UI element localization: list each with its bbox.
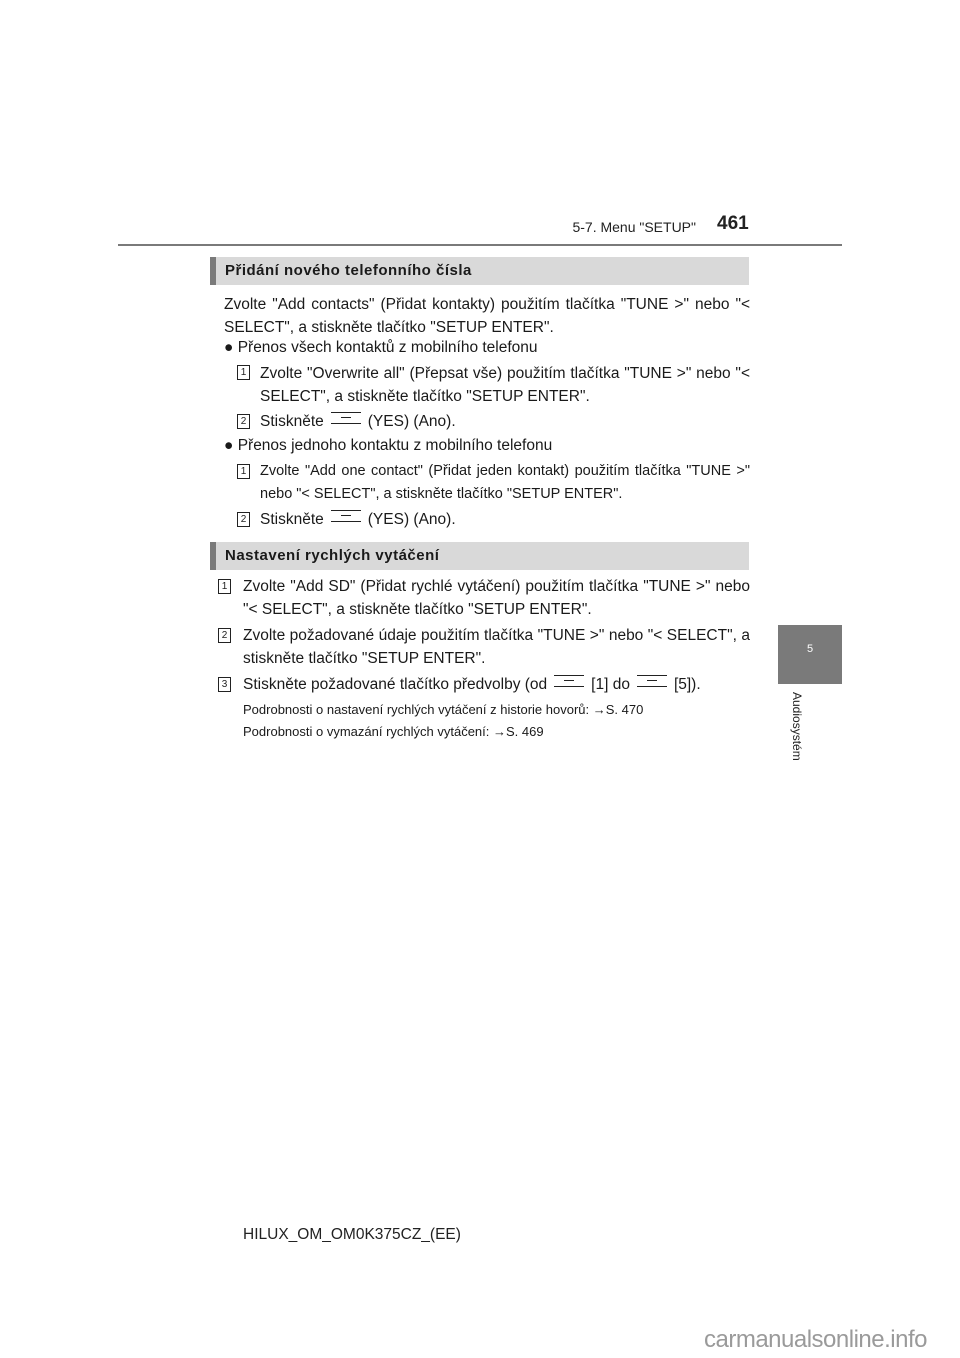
intro-paragraph: Zvolte "Add contacts" (Přidat kontakty) použitím tlačítka "TUNE >" nebo "< SELECT", a stiskněte tlačítko "SETUP ENTER".: [224, 296, 750, 336]
button-key-icon: [637, 675, 667, 687]
header-rule: [118, 244, 842, 246]
bullet-transfer-all: [224, 336, 750, 359]
step-text: Zvolte "Add one contact" (Přidat jeden kontakt) použitím tlačítka "TUNE >" nebo "< SELECT", a stiskněte tlačítko "SETUP ENTER".: [260, 463, 750, 502]
bullet-dot-icon: ●: [224, 339, 234, 356]
step-text: Stiskněte (YES) (Ano).: [260, 511, 456, 528]
chapter-tab: 5: [778, 625, 842, 684]
section-heading-add-number: Přidání nového telefonního čísla: [210, 257, 749, 285]
step-text: Zvolte "Overwrite all" (Přepsat vše) použitím tlačítka "TUNE >" nebo "< SELECT", a stiskněte tlačítko "SETUP ENTER".: [260, 365, 750, 405]
step-number-badge: 2: [237, 512, 250, 527]
step-number-badge: 1: [218, 579, 231, 594]
step-text: Zvolte "Add SD" (Přidat rychlé vytáčení) použitím tlačítka "TUNE >" nebo "< SELECT", a stiskněte tlačítko "SETUP ENTER".: [243, 578, 750, 618]
bullet-dot-icon: ●: [224, 437, 234, 454]
document-code: HILUX_OM_OM0K375CZ_(EE): [243, 1226, 461, 1243]
bullet-transfer-one: [224, 434, 750, 457]
step-number-badge: 2: [218, 628, 231, 643]
bullet-title: Přenos jednoho kontaktu z mobilního telefonu: [237, 437, 553, 454]
chapter-label: Audiosystém: [790, 692, 804, 761]
step-text: Zvolte požadované údaje použitím tlačítka "TUNE >" nebo "< SELECT", a stiskněte tlačítko "SETUP ENTER".: [243, 627, 750, 667]
section-heading-speed-dial: Nastavení rychlých vytáčení: [210, 542, 749, 570]
step-number-badge: 1: [237, 464, 250, 479]
section-label: 5-7. Menu "SETUP": [572, 219, 696, 235]
button-key-icon: [554, 675, 584, 687]
button-key-icon: [331, 510, 361, 522]
note-reference: Podrobnosti o nastavení rychlých vytáčení z historie hovorů: →S. 470: [243, 702, 644, 717]
page-number: 461: [717, 213, 749, 234]
step-number-badge: 2: [237, 414, 250, 429]
bullet-title: Přenos všech kontaktů z mobilního telefonu: [237, 339, 538, 356]
step-text: Stiskněte požadované tlačítko předvolby (od [1] do [5]).: [243, 676, 701, 693]
step-text: Stiskněte (YES) (Ano).: [260, 413, 456, 430]
button-key-icon: [331, 412, 361, 424]
watermark: carmanualsonline.info: [704, 1326, 927, 1353]
step-number-badge: 3: [218, 677, 231, 692]
note-reference: Podrobnosti o vymazání rychlých vytáčení: →S. 469: [243, 724, 544, 739]
step-number-badge: 1: [237, 365, 250, 380]
